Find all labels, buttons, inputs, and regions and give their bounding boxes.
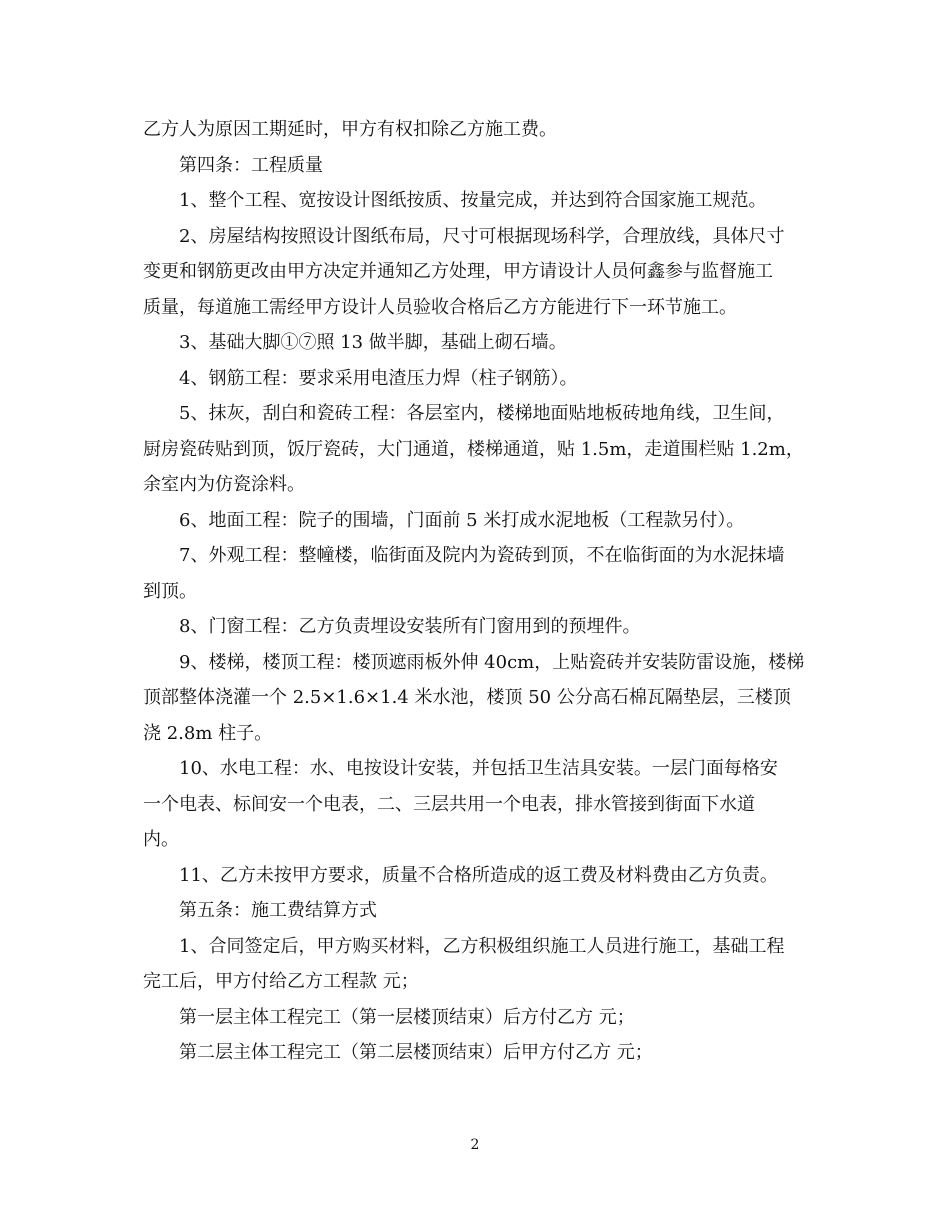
text-line: 2、房屋结构按照设计图纸布局，尺寸可根据现场科学，合理放线，具体尺寸: [179, 225, 785, 247]
paragraph: [143, 858, 813, 894]
paragraph: [143, 503, 813, 539]
text-line: 内。: [143, 829, 179, 850]
text-line: 乙方人为原因工期延时，甲方有权扣除乙方施工费。: [143, 119, 557, 140]
paragraph: [143, 219, 813, 326]
text-line: 第五条：施工费结算方式: [179, 900, 377, 921]
paragraph: [143, 751, 813, 858]
text-line: 第四条：工程质量: [179, 154, 323, 176]
text-line: 3、基础大脚①⑦照 13 做半脚，基础上砌石墙。: [179, 332, 567, 353]
text-line: 7、外观工程：整幢楼，临街面及院内为瓷砖到顶，不在临街面的为水泥抹墙: [179, 545, 785, 566]
text-line: 6、地面工程：院子的围墙，门面前 5 米打成水泥地板（工程款另付）。: [179, 509, 745, 531]
paragraph: [143, 112, 813, 148]
paragraph: [143, 183, 813, 219]
paragraph: [143, 1035, 813, 1071]
document-body: [143, 112, 813, 1071]
paragraph: [143, 893, 813, 929]
text-line: 1、整个工程、宽按设计图纸按质、按量完成，并达到符合国家施工规范。: [179, 190, 767, 211]
text-line: 4、钢筋工程：要求采用电渣压力焊（柱子钢筋）。: [179, 367, 578, 389]
text-line: 到顶。: [143, 580, 197, 602]
paragraph: [143, 538, 813, 609]
paragraph: [143, 609, 813, 645]
paragraph: [143, 645, 813, 752]
text-line: 完工后，甲方付给乙方工程款 元；: [143, 971, 419, 992]
page-number: 2: [470, 1137, 480, 1153]
text-line: 1、合同签定后，甲方购买材料，乙方积极组织施工人员进行施工，基础工程: [179, 935, 785, 957]
text-line: 10、水电工程：水、电按设计安装，并包括卫生洁具安装。一层门面每格安: [179, 758, 778, 779]
text-line: 余室内为仿瓷涂料。: [143, 474, 305, 495]
text-line: 顶部整体浇灌一个 2.5×1.6×1.4 米水池，楼顶 50 公分高石棉瓦隔垫层，三楼顶: [143, 687, 791, 708]
paragraph: [143, 361, 813, 397]
paragraph: [143, 929, 813, 1000]
paragraph: [143, 148, 813, 184]
text-line: 5、抹灰，刮白和瓷砖工程：各层室内，楼梯地面贴地板砖地角线，卫生间，: [179, 403, 785, 424]
text-line: 厨房瓷砖贴到顶，饭厅瓷砖，大门通道，楼梯通道，贴 1.5m，走道围栏贴 1.2m，: [143, 438, 804, 460]
text-line: 第二层主体工程完工（第二层楼顶结束）后甲方付乙方 元；: [179, 1042, 653, 1063]
text-line: 9、楼梯，楼顶工程：楼顶遮雨板外伸 40cm，上贴瓷砖并安装防雷设施，楼梯: [179, 651, 805, 673]
text-line: 一个电表、标间安一个电表，二、三层共用一个电表，排水管接到街面下水道: [143, 793, 755, 815]
text-line: 质量，每道施工需经甲方设计人员验收合格后乙方方能进行下一环节施工。: [143, 296, 737, 318]
text-line: 浇 2.8m 柱子。: [143, 722, 273, 744]
text-line: 第一层主体工程完工（第一层楼顶结束）后方付乙方 元；: [179, 1006, 635, 1028]
text-line: 变更和钢筋更改由甲方决定并通知乙方处理，甲方请设计人员何鑫参与监督施工: [143, 261, 773, 282]
paragraph: [143, 325, 813, 361]
text-line: 8、门窗工程：乙方负责埋设安装所有门窗用到的预埋件。: [179, 616, 641, 637]
paragraph: [143, 1000, 813, 1036]
paragraph: [143, 396, 813, 503]
text-line: 11、乙方未按甲方要求，质量不合格所造成的返工费及材料费由乙方负责。: [179, 864, 778, 886]
